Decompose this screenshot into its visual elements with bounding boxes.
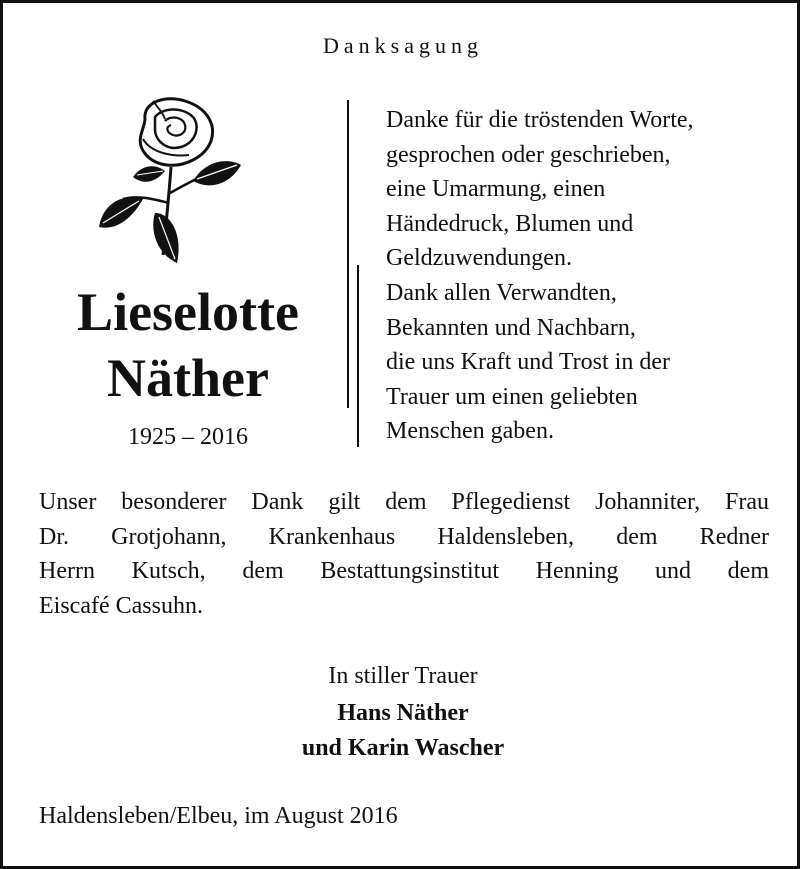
divider-line-secondary (357, 265, 359, 447)
special-thanks-line: Dr. Grotjohann, Krankenhaus Haldensleben, dem Redner (39, 523, 769, 550)
thanks-line: Menschen gaben. (386, 418, 554, 445)
special-thanks-line: Unser besonderer Dank gilt dem Pflegedienst Johanniter, Frau (39, 489, 769, 515)
thanks-line: Händedruck, Blumen und (386, 210, 634, 237)
thanks-line: Geldzuwendungen. (386, 245, 572, 272)
thanks-line: Bekannten und Nachbarn, (386, 314, 636, 341)
heading-danksagung: Danksagung (323, 33, 483, 58)
mourner-name: und Karin Wascher (301, 735, 505, 761)
thanks-line: Trauer um einen geliebten (386, 383, 638, 410)
thanks-line: Dank allen Verwandten, (386, 279, 617, 306)
thanks-line: Danke für die tröstenden Worte, (386, 107, 694, 133)
mourner-name: Hans Näther (337, 700, 469, 726)
special-thanks-line: Eiscafé Cassuhn. (39, 592, 203, 619)
thanks-line: eine Umarmung, einen (386, 176, 606, 203)
place-date: Haldensleben/Elbeu, im August 2016 (39, 803, 398, 829)
deceased-first-name: Lieselotte (77, 282, 299, 342)
deceased-years: 1925 – 2016 (128, 424, 248, 450)
rose-icon (93, 95, 243, 270)
special-thanks-line: Herrn Kutsch, dem Bestattungsinstitut Henning und dem (39, 558, 769, 584)
mourners-intro: In stiller Trauer (328, 663, 478, 689)
special-thanks-paragraph (39, 485, 769, 623)
deceased-last-name: Näther (107, 348, 269, 408)
thanks-text (386, 103, 786, 449)
thanks-line: die uns Kraft und Trost in der (386, 349, 670, 376)
divider-line (347, 100, 349, 408)
thanks-line: gesprochen oder geschrieben, (386, 141, 671, 168)
